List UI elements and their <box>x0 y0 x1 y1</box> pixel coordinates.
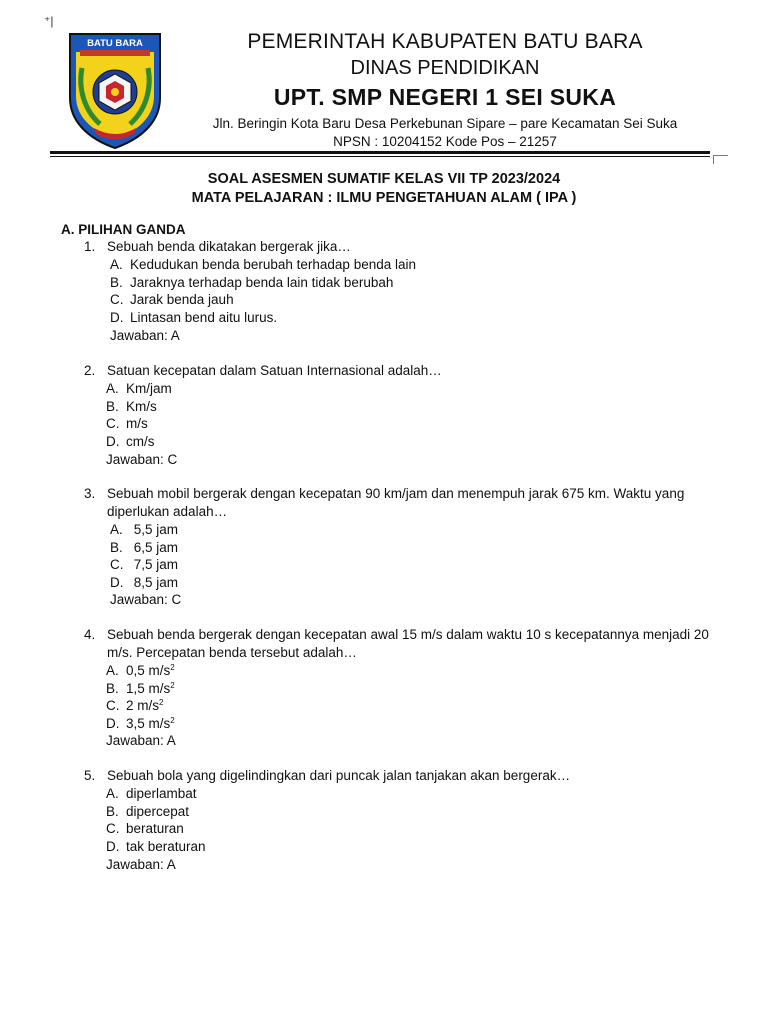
option-d: D. 8,5 jam <box>110 575 179 590</box>
logo-text: BATU BARA <box>87 38 143 49</box>
option-b: B. dipercepat <box>106 804 190 819</box>
school-name: UPT. SMP NEGERI 1 SEI SUKA <box>273 84 617 110</box>
paragraph-anchor-icon: ⁺| <box>44 14 54 28</box>
option-b: B. Jaraknya terhadap benda lain tidak berubah <box>110 275 394 290</box>
answer-key: Jawaban: A <box>106 857 176 872</box>
answer-key: Jawaban: C <box>110 592 182 607</box>
option-c: C. Jarak benda jauh <box>110 292 234 307</box>
government-name: PEMERINTAH KABUPATEN BATU BARA <box>247 30 643 53</box>
option-d: D. cm/s <box>106 434 155 449</box>
option-d: D. tak beraturan <box>106 839 206 854</box>
option-a: A. Km/jam <box>106 381 172 396</box>
question-number: 4. <box>84 627 96 642</box>
answer-key: Jawaban: C <box>106 452 178 467</box>
question-number: 5. <box>84 768 96 783</box>
option-c: C. 2 $m/s^2$ <box>106 698 164 713</box>
batu-bara-emblem-logo <box>66 32 164 150</box>
section-title: A. PILIHAN GANDA <box>61 222 186 237</box>
option-c: C. m/s <box>106 416 148 431</box>
question-text: Sebuah benda dikatakan bergerak jika… <box>107 239 351 254</box>
answer-key: Jawaban: A <box>110 328 180 343</box>
question-text: Sebuah benda bergerak dengan kecepatan awal 15 m/s dalam waktu 10 s kecepatannya menjadi 20 m/s. Percepatan benda tersebut adalah… <box>107 627 709 660</box>
answer-key: Jawaban: A <box>106 733 176 748</box>
option-a: A. Kedudukan benda berubah terhadap benda lain <box>110 257 416 272</box>
option-d: D. 3,5 $m/s^2$ <box>106 716 175 731</box>
option-c: C. beraturan <box>106 821 184 836</box>
option-c: C. 7,5 jam <box>110 557 179 572</box>
option-d: D. Lintasan bend aitu lurus. <box>110 310 278 325</box>
margin-corner-mark <box>713 155 728 164</box>
subject-title: MATA PELAJARAN : ILMU PENGETAHUAN ALAM ( IPA ) <box>191 190 577 206</box>
department-name: DINAS PENDIDIKAN <box>350 57 540 79</box>
exam-title: SOAL ASESMEN SUMATIF KELAS VII TP 2023/2024 <box>207 171 561 187</box>
header-divider-thick <box>50 151 710 154</box>
question-number: 3. <box>84 486 96 501</box>
question-number: 1. <box>84 239 96 254</box>
question-text: Sebuah mobil bergerak dengan kecepatan 90 km/jam dan menempuh jarak 675 km. Waktu yang diperlukan adalah… <box>107 486 685 519</box>
school-address: Jln. Beringin Kota Baru Desa Perkebunan Sipare – pare Kecamatan Sei Suka <box>212 116 678 131</box>
option-a: A. diperlambat <box>106 786 197 801</box>
option-b: B. Km/s <box>106 399 157 414</box>
option-a: A. 5,5 jam <box>110 522 179 537</box>
school-npsn: NPSN : 10204152 Kode Pos – 21257 <box>333 134 557 149</box>
question-text: Sebuah bola yang digelindingkan dari puncak jalan tanjakan akan bergerak… <box>107 768 571 783</box>
option-b: B. 1,5 $m/s^2$ <box>106 681 175 696</box>
option-a: A. 0,5 $m/s^2$ <box>106 663 175 678</box>
question-text: Satuan kecepatan dalam Satuan Internasional adalah… <box>107 363 442 378</box>
question-number: 2. <box>84 363 96 378</box>
option-b: B. 6,5 jam <box>110 540 179 555</box>
header-divider-thin <box>50 156 710 157</box>
